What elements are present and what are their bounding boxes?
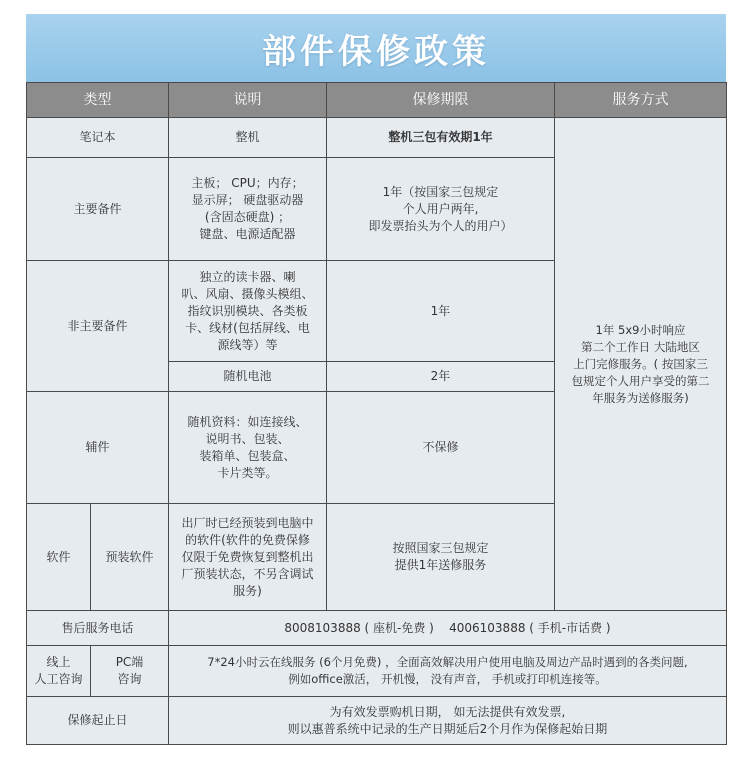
cell-laptop-desc: 整机	[169, 118, 327, 158]
cell-minor-parts-type: 非主要备件	[27, 261, 169, 392]
header-service-method: 服务方式	[555, 83, 727, 118]
header-warranty-period: 保修期限	[327, 83, 555, 118]
table-row-start-date	[27, 697, 727, 745]
cell-main-parts-type: 主要备件	[27, 158, 169, 261]
cell-main-parts-desc: 主板； CPU；内存； 显示屏； 硬盘驱动器 (含固态硬盘) ； 键盘、电源适配器	[169, 158, 327, 261]
cell-minor-parts-period: 1年	[327, 261, 555, 362]
cell-accessories-period: 不保修	[327, 392, 555, 504]
cell-online-label: 线上 人工咨询	[27, 646, 91, 697]
cell-main-parts-period: 1年（按国家三包规定 个人用户两年, 即发票抬头为个人的用户）	[327, 158, 555, 261]
cell-software-desc: 出厂时已经预装到电脑中 的软件(软件的免费保修 仅限于免费恢复到整机出 厂预装状态，不另含调试 服务)	[169, 504, 327, 611]
cell-service-method: 1年 5x9小时响应 第二个工作日 大陆地区 上门完修服务。( 按国家三 包规定个人用户享受的第二 年服务为送修服务)	[555, 118, 727, 611]
cell-hotline-label: 售后服务电话	[27, 611, 169, 646]
cell-battery-period: 2年	[327, 362, 555, 392]
banner	[26, 14, 726, 82]
cell-hotline-value: 8008103888 ( 座机-免费 ) 4006103888 ( 手机-市话费 )	[169, 611, 727, 646]
cell-minor-parts-desc: 独立的读卡器、喇 叭、风扇、摄像头模组、 指纹识别模块、各类板 卡、线材(包括屏线、电 源线等）等	[169, 261, 327, 362]
header-description: 说明	[169, 83, 327, 118]
table-row-hotline	[27, 611, 727, 646]
cell-start-date-value: 为有效发票购机日期， 如无法提供有效发票, 则以惠普系统中记录的生产日期延后2个月作为保修起始日期	[169, 697, 727, 745]
cell-laptop-type: 笔记本	[27, 118, 169, 158]
table-header-row	[27, 83, 727, 118]
table-row-laptop	[27, 118, 727, 158]
cell-start-date-label: 保修起止日	[27, 697, 169, 745]
cell-online-sublabel: PC端 咨询	[91, 646, 169, 697]
table-row-online-consult	[27, 646, 727, 697]
cell-software-type: 软件	[27, 504, 91, 611]
cell-online-value: 7*24小时云在线服务 (6个月免费) ，全面高效解决用户使用电脑及周边产品时遇到的各类问题, 例如office激活， 开机慢， 没有声音， 手机或打印机连接等。	[169, 646, 727, 697]
cell-laptop-period: 整机三包有效期1年	[327, 118, 555, 158]
header-type: 类型	[27, 83, 169, 118]
cell-battery-desc: 随机电池	[169, 362, 327, 392]
cell-software-subtype: 预装软件	[91, 504, 169, 611]
cell-accessories-type: 辅件	[27, 392, 169, 504]
cell-software-period: 按照国家三包规定 提供1年送修服务	[327, 504, 555, 611]
page-title: 部件保修政策	[262, 31, 490, 72]
warranty-policy-table	[26, 82, 727, 745]
cell-accessories-desc: 随机资料：如连接线、 说明书、包装、 装箱单、包装盒、 卡片类等。	[169, 392, 327, 504]
